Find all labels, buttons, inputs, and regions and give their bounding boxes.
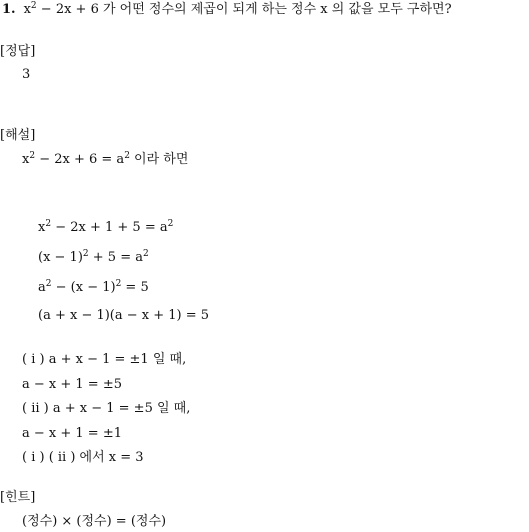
equation-1: $x^2 - 2x + 1 + 5 = a^2$ xyxy=(38,219,174,235)
hint-label: [힌트] xyxy=(0,490,36,505)
solution-intro: $x^2 - 2x + 6 = a^2$ 이라 하면 xyxy=(22,151,189,167)
case-2-result: a − x + 1 = ±1 xyxy=(22,426,122,441)
conclusion: ( ⅰ ) ( ⅱ ) 에서 x = 3 xyxy=(22,450,144,465)
equation-4: (a + x − 1)(a − x + 1) = 5 xyxy=(38,308,210,323)
answer-value: 3 xyxy=(22,67,31,82)
answer-label: [정답] xyxy=(0,44,36,59)
solution-label: [해설] xyxy=(0,128,36,143)
case-1-result: a − x + 1 = ±5 xyxy=(22,377,122,392)
case-2: ( ⅱ ) a + x − 1 = ±5 일 때, xyxy=(22,401,191,416)
equation-3: $a^2 - (x - 1)^2 = 5$ xyxy=(38,279,149,295)
equation-2: $(x - 1)^2 + 5 = a^2$ xyxy=(38,249,149,265)
hint-text: (정수) × (정수) = (정수) xyxy=(22,514,167,529)
case-1: ( ⅰ ) a + x − 1 = ±1 일 때, xyxy=(22,352,187,367)
problem-number: 1. xyxy=(2,2,16,17)
problem-text: $x^2 - 2x + 6$ 가 어떤 정수의 제곱이 되게 하는 정수 x 의 값을 모두 구하면? xyxy=(23,1,452,17)
problem-statement xyxy=(2,2,452,18)
